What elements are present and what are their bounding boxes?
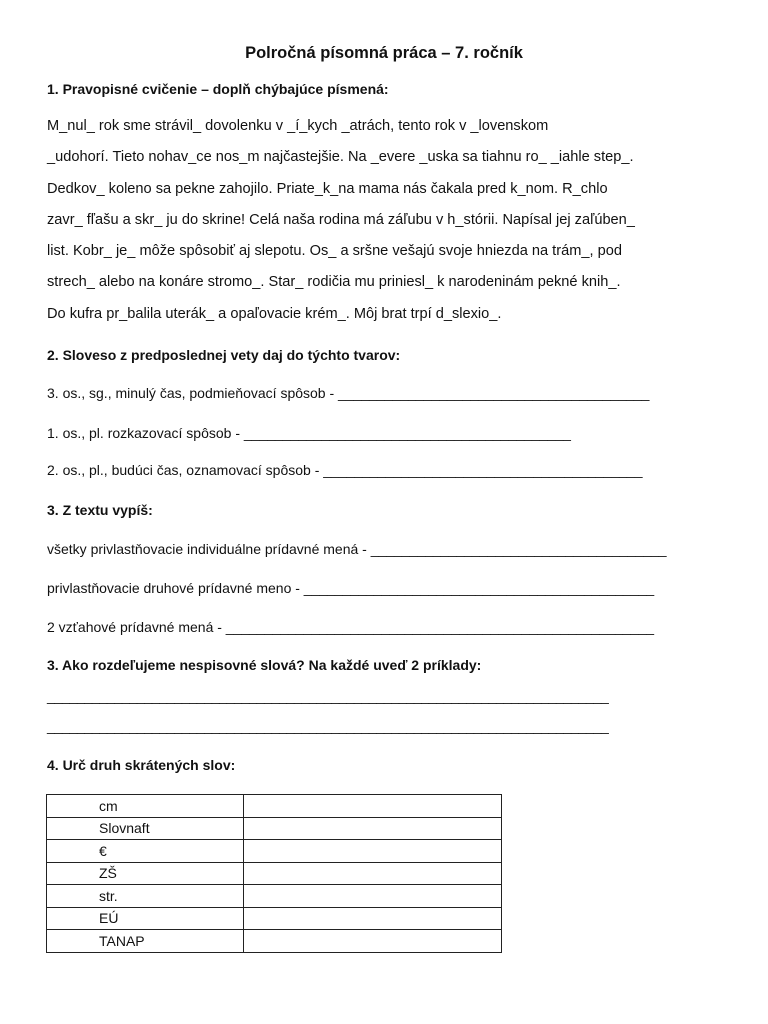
exercise-line: Dedkov_ koleno sa pekne zahojilo. Priate_k_na mama nás čakala pred k_nom. R_chlo (47, 181, 608, 197)
verb-form-task: 1. os., pl. rozkazovací spôsob - __________________________________________ (47, 425, 571, 441)
exercise-line: strech_ alebo na konáre stromo_. Star_ rodičia mu priniesl_ k narodeninám pekné knih_. (47, 274, 621, 290)
answer-cell[interactable] (244, 930, 502, 953)
abbreviation-cell: cm (47, 795, 244, 818)
adjective-task: 2 vzťahové prídavné mená - _______________________________________________________ (47, 619, 655, 635)
section3a-heading: 3. Z textu vypíš: (47, 502, 153, 518)
abbreviation-cell: str. (47, 885, 244, 908)
exercise-line: M_nul_ rok sme strávil_ dovolenku v _í_kych _atrách, tento rok v _lovenskom (47, 118, 549, 134)
section4-heading: 4. Urč druh skrátených slov: (47, 757, 236, 773)
answer-cell[interactable] (244, 840, 502, 863)
answer-cell[interactable] (244, 817, 502, 840)
table-row (47, 885, 502, 908)
abbreviation-cell: € (47, 840, 244, 863)
answer-cell[interactable] (244, 907, 502, 930)
table-row (47, 840, 502, 863)
abbreviation-cell: Slovnaft (47, 817, 244, 840)
exercise-line: list. Kobr_ je_ môže spôsobiť aj slepotu. Os_ a sršne vešajú svoje hniezda na trám_, pod (47, 243, 622, 259)
table-row (47, 862, 502, 885)
adjective-task: všetky privlastňovacie individuálne prídavné mená - ______________________________________ (47, 541, 667, 557)
adjective-task: privlastňovacie druhové prídavné meno - _____________________________________________ (47, 580, 655, 596)
verb-form-task: 3. os., sg., minulý čas, podmieňovací spôsob - ________________________________________ (47, 385, 650, 401)
answer-cell[interactable] (244, 885, 502, 908)
answer-cell[interactable] (244, 795, 502, 818)
table-row (47, 907, 502, 930)
section1-heading: 1. Pravopisné cvičenie – doplň chýbajúce písmená: (47, 81, 389, 97)
table-row (47, 817, 502, 840)
abbreviation-cell: ZŠ (47, 862, 244, 885)
section3b-heading: 3. Ako rozdeľujeme nespisovné slová? Na každé uveď 2 príklady: (47, 657, 482, 673)
table-row (47, 795, 502, 818)
exercise-line: _udohorí. Tieto nohav_ce nos_m najčastejšie. Na _evere _uska sa tiahnu ro_ _iahle step_. (47, 149, 634, 165)
page-title: Polročná písomná práca – 7. ročník (245, 44, 523, 62)
abbreviation-cell: EÚ (47, 907, 244, 930)
section2-heading: 2. Sloveso z predposlednej vety daj do týchto tvarov: (47, 347, 401, 363)
table-row (47, 930, 502, 953)
abbreviations-table (46, 794, 502, 953)
answer-line: ___________________________________________________________________________ (47, 688, 609, 704)
exercise-line: zavr_ fľašu a skr_ ju do skrine! Celá naša rodina má záľubu v h_stórii. Napísal jej zaľúben_ (47, 212, 635, 228)
verb-form-task: 2. os., pl., budúci čas, oznamovací spôsob - _________________________________________ (47, 462, 643, 478)
answer-line: ___________________________________________________________________________ (47, 718, 609, 734)
answer-cell[interactable] (244, 862, 502, 885)
exercise-line: Do kufra pr_balila uterák_ a opaľovacie krém_. Môj brat trpí d_slexio_. (47, 306, 502, 322)
abbreviation-cell: TANAP (47, 930, 244, 953)
